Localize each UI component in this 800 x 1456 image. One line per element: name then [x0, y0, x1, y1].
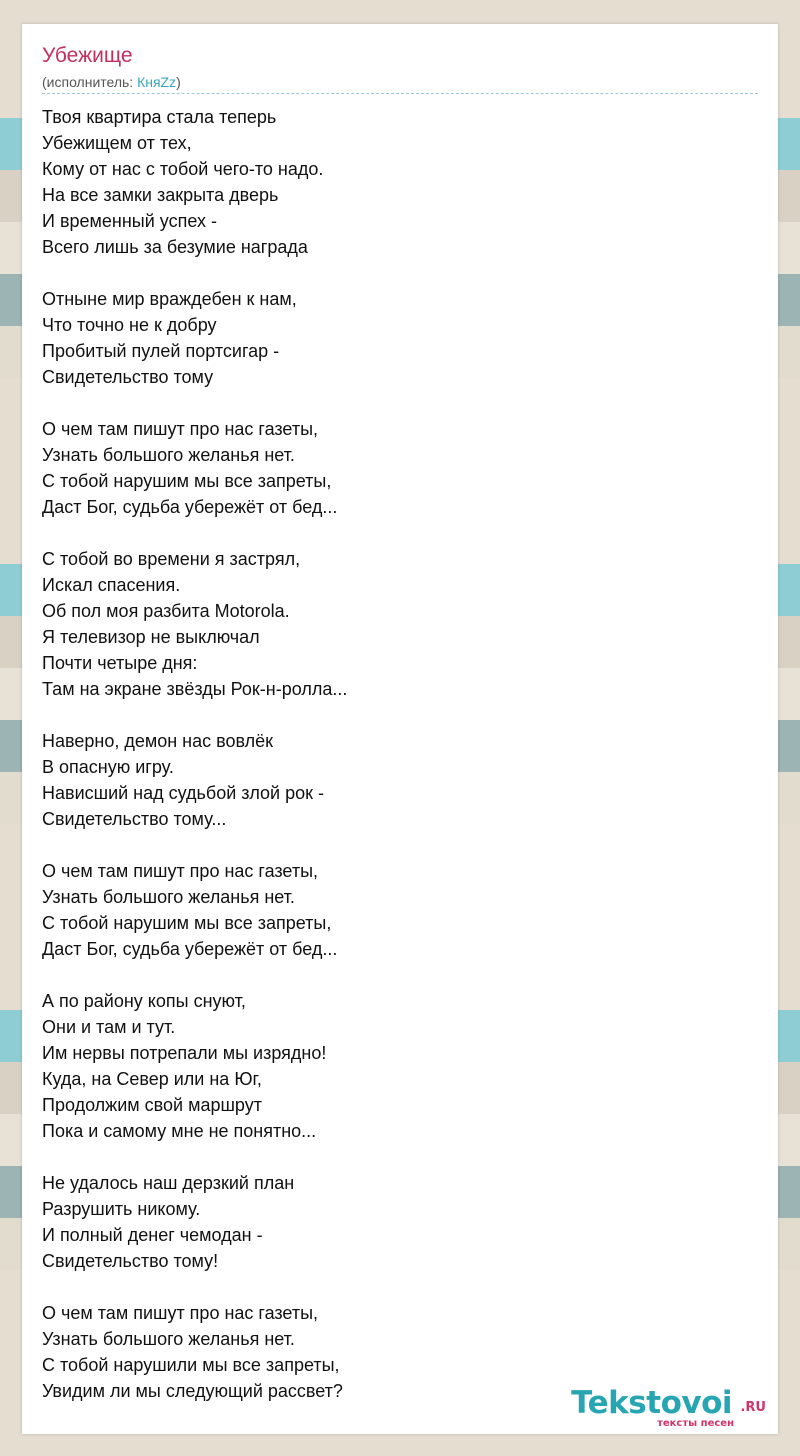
lyrics-line: Отныне мир враждебен к нам, [42, 289, 297, 309]
lyrics-line: О чем там пишут про нас газеты, [42, 419, 319, 439]
lyrics-line: Они и там и тут. [42, 1017, 176, 1037]
lyrics-line: Убежищем от тех, [42, 133, 192, 153]
lyrics-stanza [42, 416, 742, 520]
lyrics-text [42, 104, 742, 1430]
lyrics-line: Кому от нас с тобой чего-то надо. [42, 159, 324, 179]
lyrics-line: И временный успех - [42, 211, 217, 231]
lyrics-line: С тобой во времени я застрял, [42, 549, 301, 569]
lyrics-stanza [42, 546, 742, 702]
lyrics-line: С тобой нарушим мы все запреты, [42, 913, 332, 933]
lyrics-line: Твоя квартира стала теперь [42, 107, 277, 127]
lyrics-line: Узнать большого желанья нет. [42, 887, 295, 907]
lyrics-line: Наверно, демон нас вовлёк [42, 731, 274, 751]
artist-link[interactable]: КняZz [137, 74, 177, 90]
lyrics-line: Там на экране звёзды Рок-н-ролла... [42, 679, 348, 699]
lyrics-line: О чем там пишут про нас газеты, [42, 861, 319, 881]
lyrics-line: Увидим ли мы следующий рассвет? [42, 1381, 343, 1401]
lyrics-line: Свидетельство тому! [42, 1251, 219, 1271]
lyrics-stanza [42, 1170, 742, 1274]
lyrics-line: Куда, на Север или на Юг, [42, 1069, 262, 1089]
lyrics-line: Нависший над судьбой злой рок - [42, 783, 325, 803]
lyrics-line: Продолжим свой маршрут [42, 1095, 262, 1115]
site-logo[interactable] [560, 1386, 770, 1430]
lyrics-line: Что точно не к добру [42, 315, 217, 335]
lyrics-stanza [42, 988, 742, 1144]
lyrics-stanza [42, 104, 742, 260]
lyrics-card [22, 24, 778, 1434]
lyrics-line: Я телевизор не выключал [42, 627, 260, 647]
artist-suffix: ) [176, 74, 181, 90]
lyrics-line: Узнать большого желанья нет. [42, 1329, 295, 1349]
lyrics-line: Свидетельство тому... [42, 809, 227, 829]
lyrics-line: Почти четыре дня: [42, 653, 198, 673]
lyrics-line: Об пол моя разбита Motorola. [42, 601, 290, 621]
lyrics-line: В опасную игру. [42, 757, 174, 777]
artist-prefix: (исполнитель: [42, 74, 138, 90]
logo-wordmark: Tekstovoi [571, 1385, 732, 1421]
logo-tagline: тексты песен [657, 1418, 734, 1429]
lyrics-line: И полный денег чемодан - [42, 1225, 263, 1245]
lyrics-line: Пока и самому мне не понятно... [42, 1121, 317, 1141]
lyrics-line: Даст Бог, судьба убережёт от бед... [42, 939, 338, 959]
lyrics-line: С тобой нарушим мы все запреты, [42, 471, 332, 491]
lyrics-stanza [42, 728, 742, 832]
lyrics-line: Искал спасения. [42, 575, 181, 595]
lyrics-stanza [42, 858, 742, 962]
lyrics-stanza [42, 286, 742, 390]
lyrics-line: А по району копы снуют, [42, 991, 246, 1011]
lyrics-line: Пробитый пулей портсигар - [42, 341, 280, 361]
lyrics-line: Не удалось наш дерзкий план [42, 1173, 295, 1193]
lyrics-line: Им нервы потрепали мы изрядно! [42, 1043, 327, 1063]
lyrics-line: Даст Бог, судьба убережёт от бед... [42, 497, 338, 517]
lyrics-line: На все замки закрыта дверь [42, 185, 279, 205]
lyrics-line: Всего лишь за безумие награда [42, 237, 308, 257]
artist-line [42, 73, 181, 91]
lyrics-line: Узнать большого желанья нет. [42, 445, 295, 465]
lyrics-line: Разрушить никому. [42, 1199, 201, 1219]
lyrics-line: Свидетельство тому [42, 367, 214, 387]
lyrics-line: О чем там пишут про нас газеты, [42, 1303, 319, 1323]
logo-domain-suffix: .RU [740, 1400, 766, 1415]
song-title: Убежище [42, 44, 133, 67]
dashed-divider [42, 93, 758, 94]
lyrics-line: С тобой нарушили мы все запреты, [42, 1355, 340, 1375]
